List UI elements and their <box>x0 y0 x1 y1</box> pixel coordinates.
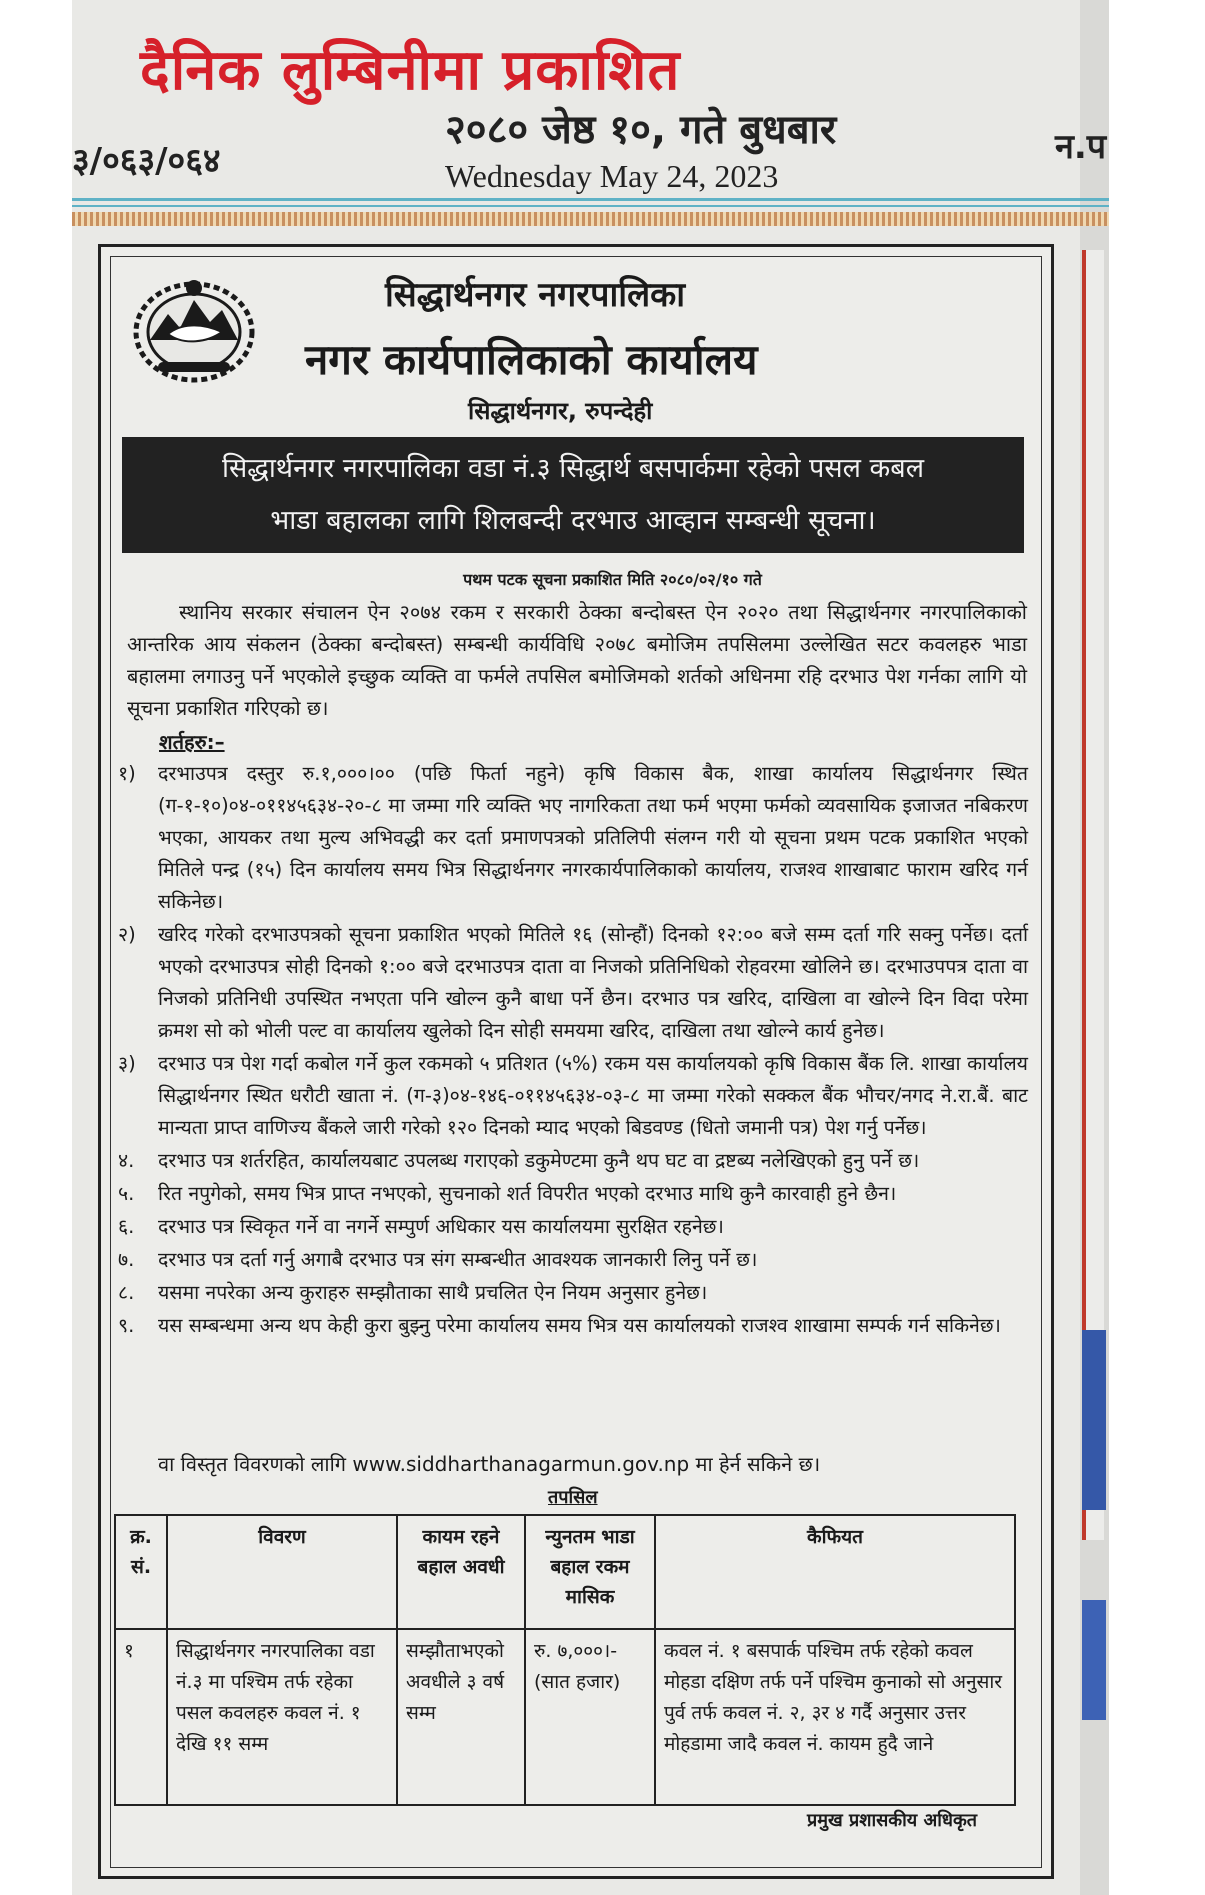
condition-number: ७. <box>118 1248 135 1271</box>
cell-lease-period: सम्झौताभएको अवधीले ३ वर्ष सम्म <box>397 1629 525 1805</box>
schedule-table <box>114 1514 1016 1806</box>
cell-sn: १ <box>115 1629 167 1805</box>
notice-subject-line1: सिद्धार्थनगर नगरपालिका वडा नं.३ सिद्धार्थ बसपार्कमा रहेको पसल कबल <box>222 453 924 484</box>
condition-text: यसमा नपरेका अन्य कुराहरु सम्झौताका साथै प्रचलित ऐन नियम अनुसार हुनेछ। <box>158 1281 708 1304</box>
col-header-min-rent: न्युनतम भाडा बहाल रकम मासिक <box>525 1515 655 1629</box>
condition-item <box>118 1310 1028 1342</box>
intro-paragraph: स्थानिय सरकार संचालन ऐन २०७४ रकम र सरकारी ठेक्का बन्दोबस्त ऐन २०२० तथा सिद्धार्थनगर नगरपालिकाको आन्तरिक आय संकलन (ठेक्का बन्दोबस्त) सम्बन्धी कार्यविधि २०७८ बमोजिम तपसिलमा उल्लेखित सटर कवलहरु भाडा बहालमा लगाउनु पर्ने भएकोले इच्छुक व्यक्ति वा फर्मले तपसिल बमोजिमको शर्तको अधिनमा रहि दरभाउ पेश गर्नका लागि यो सूचना प्रकाशित गरिएको छ। <box>127 600 1027 720</box>
schedule-heading: तपसिल <box>548 1487 598 1508</box>
condition-number: ५. <box>118 1182 135 1205</box>
cell-min-rent: रु. ७,०००।- (सात हजार) <box>525 1629 655 1805</box>
conditions-list <box>118 758 1028 1343</box>
office-location: सिद्धार्थनगर, रुपन्देही <box>468 397 653 425</box>
header-rule <box>72 205 1109 207</box>
condition-text: रित नपुगेको, समय भित्र प्राप्त नभएको, सुचनाको शर्त विपरीत भएको दरभाउ माथि कुनै कारवाही हुने छैन। <box>158 1182 897 1205</box>
condition-number: ३) <box>118 1052 136 1075</box>
first-published-date <box>0 568 1205 590</box>
col-header-sn: क्र. सं. <box>115 1515 167 1629</box>
col-header-description: विवरण <box>167 1515 397 1629</box>
condition-number: ६. <box>118 1215 135 1238</box>
condition-item <box>118 1048 1028 1144</box>
conditions-heading: शर्तहरु:– <box>159 730 225 754</box>
col-header-lease-period: कायम रहने बहाल अवधी <box>397 1515 525 1629</box>
table-header-row <box>115 1515 1015 1629</box>
condition-text: यस सम्बन्धमा अन्य थप केही कुरा बुझ्नु परेमा कार्यालय समय भित्र यस कार्यालयको राजश्व शाखामा सम्पर्क गर्न सकिनेछ। <box>158 1314 1001 1337</box>
issue-number: ३/०६३/०६४ <box>72 141 221 181</box>
nepal-emblem-icon <box>128 270 260 388</box>
header-pattern-rule <box>72 212 1109 226</box>
office-title: नगर कार्यपालिकाको कार्यालय <box>305 335 758 384</box>
condition-item <box>118 1145 1028 1177</box>
condition-text: खरिद गरेको दरभाउपत्रको सूचना प्रकाशित भएको मितिले १६ (सोन्हौं) दिनको १२:०० बजे सम्म दर्ता गरि सक्नु पर्नेछ। दर्ता भएको दरभाउपत्र सोही दिनको १:०० बजे दरभाउपत्र दाता वा निजको प्रतिनिधिको रोहवरमा खोलिने छ। दरभाउपपत्र दाता वा निजको प्रतिनिधी उपस्थित नभएता पनि खोल्न कुनै बाधा पर्ने छैन। दरभाउ पत्र खरिद, दाखिला वा खोल्ने दिन विदा परेमा क्रमश सो को भोली पल्ट वा कार्यालय खुलेको दिन सोही समयमा खरिद, दाखिला तथा खोल्ने कार्य हुनेछ। <box>158 923 1028 1042</box>
condition-number: ४. <box>118 1149 135 1172</box>
condition-item <box>118 758 1028 918</box>
condition-item <box>118 1244 1028 1276</box>
signatory-title: प्रमुख प्रशासकीय अधिकृत <box>807 1810 978 1831</box>
table-row <box>115 1629 1015 1805</box>
date-english: Wednesday May 24, 2023 <box>445 158 779 194</box>
condition-item <box>118 919 1028 1047</box>
condition-item <box>118 1211 1028 1243</box>
first-published-text: पथम पटक सूचना प्रकाशित मिति २०८०/०२/१० गते <box>463 570 762 589</box>
adjacent-ad-block <box>1082 1330 1106 1510</box>
condition-item <box>118 1178 1028 1210</box>
condition-text: दरभाउ पत्र स्विकृत गर्ने वा नगर्ने सम्पुर्ण अधिकार यस कार्यालयमा सुरक्षित रहनेछ। <box>158 1215 724 1238</box>
cell-description: सिद्धार्थनगर नगरपालिका वडा नं.३ मा पश्चिम तर्फ रहेका पसल कवलहरु कवल नं. १ देखि ११ सम्म <box>167 1629 397 1805</box>
cell-remarks: कवल नं. १ बसपार्क पश्चिम तर्फ रहेको कवल मोहडा दक्षिण तर्फ पर्ने पश्चिम कुनाको सो अनुसार पुर्व तर्फ कवल नं. २, ३र ४ गर्दै अनुसार उत्तर मोहडामा जादै कवल नं. कायम हुदै जाने <box>655 1629 1015 1805</box>
municipality-name: सिद्धार्थनगर नगरपालिका <box>385 275 686 315</box>
header-rule <box>72 198 1109 201</box>
published-in-banner: दैनिक लुम्बिनीमा प्रकाशित <box>140 38 681 103</box>
notice-subject <box>122 437 1024 553</box>
notice-subject-line2: भाडा बहालका लागि शिलबन्दी दरभाउ आव्हान सम्बन्धी सूचना। <box>270 505 876 536</box>
adjacent-ad-block <box>1082 1600 1106 1720</box>
website-reference: वा विस्तृत विवरणको लागि www.siddharthanagarmun.gov.np मा हेर्न सकिने छ। <box>158 1452 821 1476</box>
condition-text: दरभाउपत्र दस्तुर रु.१,०००।०० (पछि फिर्ता नहुने) कृषि विकास बैक, शाखा कार्यालय सिद्धार्थनगर स्थित (ग-१-१०)०४-०११४५६३४-२०-८ मा जम्मा गरि व्यक्ति भए नागरिकता तथा फर्म भएमा फर्मको व्यवसायिक इजाजत नबिकरण भएका, आयकर तथा मुल्य अभिवद्धी कर दर्ता प्रमाणपत्रको प्रतिलिपी संलग्न गरी यो सूचना प्रथम पटक प्रकाशित भएको मितिले पन्द्र (१५) दिन कार्यालय समय भित्र सिद्धार्थनगर नगरकार्यपालिकाको कार्यालय, राजश्व शाखाबाट फाराम खरिद गर्न सकिनेछ। <box>158 762 1028 913</box>
col-header-remarks: कैफियत <box>655 1515 1015 1629</box>
condition-text: दरभाउ पत्र पेश गर्दा कबोल गर्ने कुल रकमको ५ प्रतिशत (५%) रकम यस कार्यालयको कृषि विकास बैंक लि. शाखा कार्यालय सिद्धार्थनगर स्थित धरौटी खाता नं. (ग-३)०४-१४६-०११४५६३४-०३-८ मा जम्मा गरेको सक्कल बैंक भौचर/नगद ने.रा.बैं. बाट मान्यता प्राप्त वाणिज्य बैंकले जारी गरेको १२० दिनको म्याद भएको बिडवण्ड (धितो जमानी पत्र) पेश गर्नु पर्नेछ। <box>158 1052 1028 1139</box>
condition-number: ८. <box>118 1281 135 1304</box>
condition-number: ९. <box>118 1314 135 1337</box>
condition-number: २) <box>118 923 136 946</box>
condition-text: दरभाउ पत्र दर्ता गर्नु अगाबै दरभाउ पत्र संग सम्बन्धीत आवश्यक जानकारी लिनु पर्ने छ। <box>158 1248 758 1271</box>
condition-item <box>118 1277 1028 1309</box>
condition-text: दरभाउ पत्र शर्तरहित, कार्यालयबाट उपलब्ध गराएको डकुमेण्टमा कुनै थप घट वा द्रष्टब्य नलेखिएको हुनु पर्ने छ। <box>158 1149 920 1172</box>
condition-number: १) <box>118 762 136 785</box>
cut-off-text: न.प <box>1055 127 1107 167</box>
date-nepali: २०८० जेष्ठ १०, गते बुधबार <box>445 107 837 153</box>
